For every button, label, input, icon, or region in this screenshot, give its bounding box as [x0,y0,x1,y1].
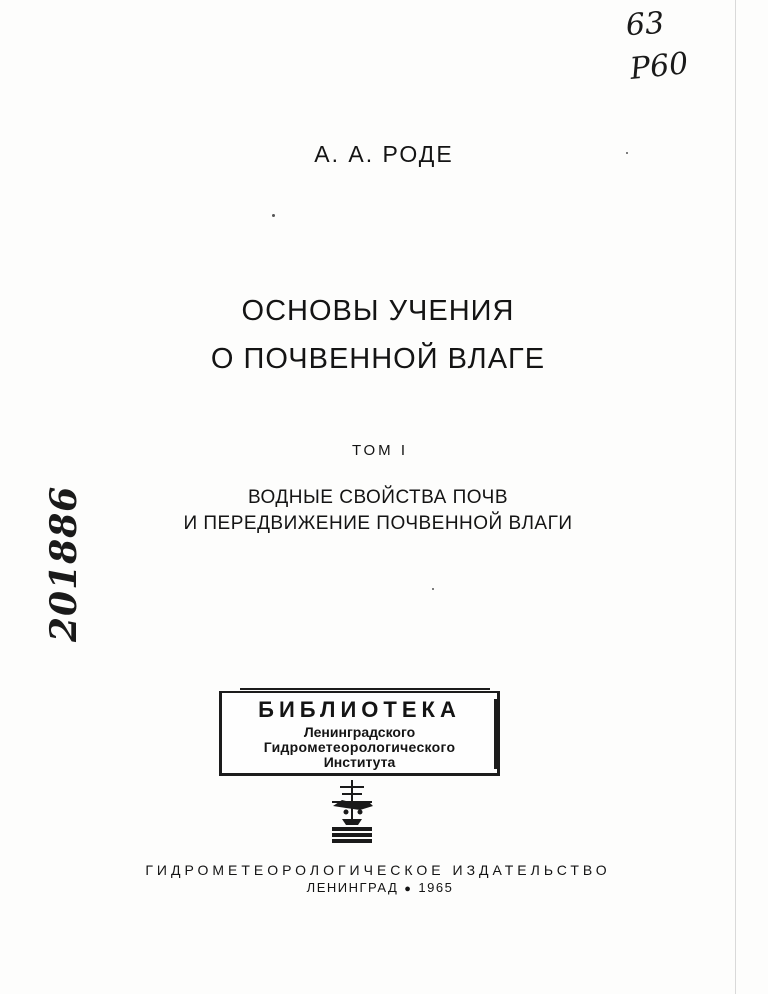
scan-speck [432,588,434,590]
book-title-line-2: О ПОЧВЕННОЙ ВЛАГЕ [210,343,546,375]
author: А. А. РОДЕ [314,141,454,167]
inventory-number: 201886 [43,485,85,642]
stamp-edge [494,699,499,769]
publisher-name: ГИДРОМЕТЕОРОЛОГИЧЕСКОЕ ИЗДАТЕЛЬСТВО [145,862,611,878]
stamp-line-4: Института [323,754,396,770]
book-title-line-1: ОСНОВЫ УЧЕНИЯ [241,295,515,327]
library-stamp [219,691,500,776]
subtitle-line-1: ВОДНЫЕ СВОЙСТВА ПОЧВ [247,487,508,508]
imprint [0,880,764,895]
weather-vane-icon [324,779,380,843]
stamp-line-2: Ленинградского [303,724,416,740]
shelf-mark-1: 63 [624,5,666,44]
stamp-top-rule [240,688,490,690]
stamp-line-3: Гидрометеорологического [263,739,456,755]
imprint-year: 1965 [418,880,454,895]
scan-speck [272,214,275,217]
shelf-mark-2: Р60 [628,46,690,87]
stamp-line-1: БИБЛИОТЕКА [258,697,461,722]
bullet-icon: ● [404,883,413,895]
subtitle-line-2: И ПЕРЕДВИЖЕНИЕ ПОЧВЕННОЙ ВЛАГИ [183,513,573,534]
volume-label: ТОМ I [352,442,408,459]
imprint-city: ЛЕНИНГРАД [306,880,399,895]
